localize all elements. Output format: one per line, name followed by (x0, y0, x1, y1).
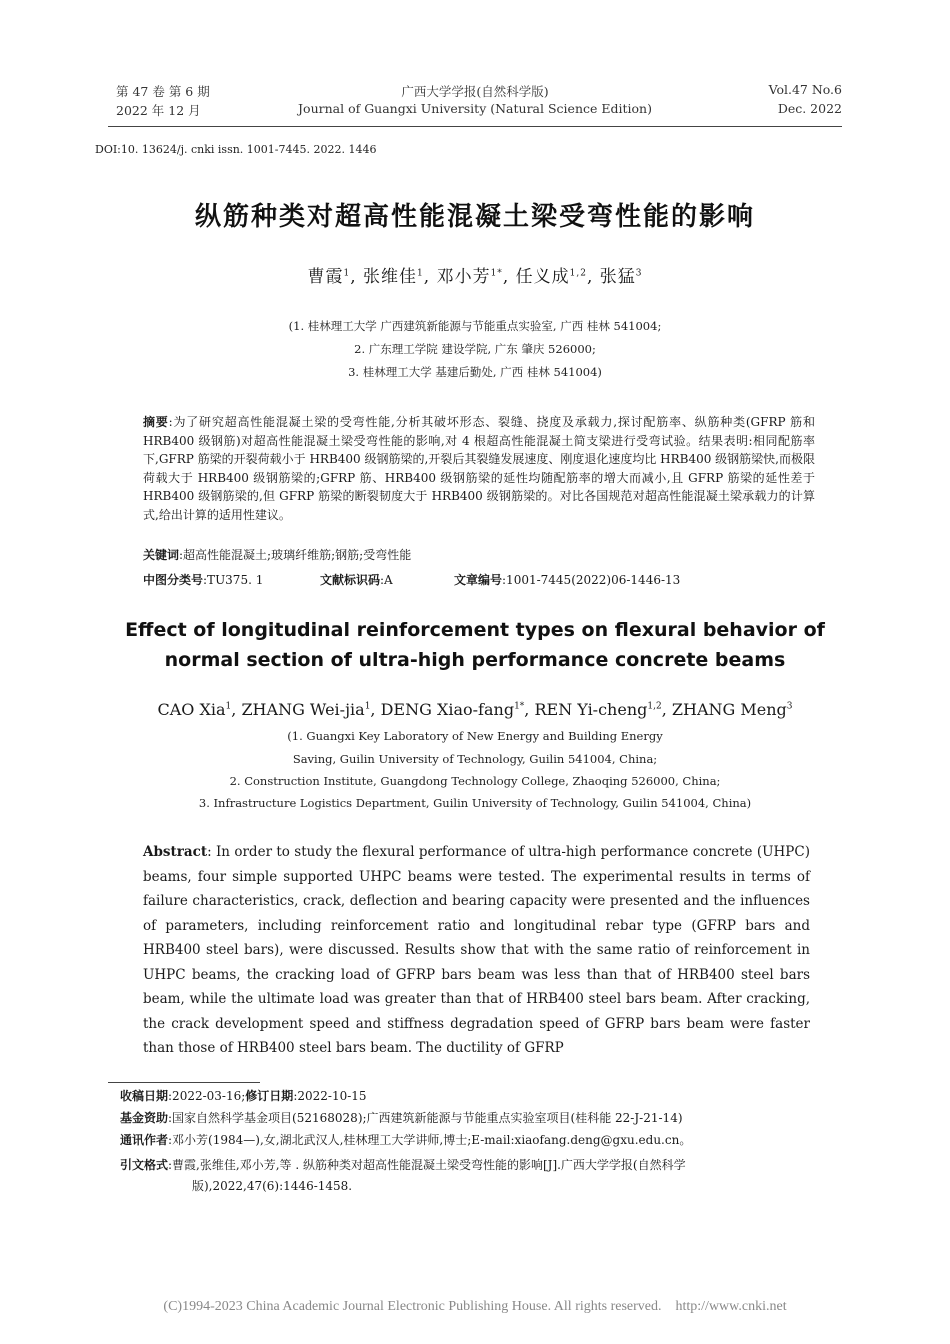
cnki-url[interactable]: http://www.cnki.net (675, 1299, 787, 1314)
revised-date: :2022-10-15 (293, 1089, 367, 1103)
paper-title-en-line: Effect of longitudinal reinforcement types on flexural behavior of (125, 619, 825, 641)
author-sup: 1 (417, 268, 424, 279)
abstract-cn-label: 摘要 (143, 415, 169, 429)
citation-text: :曹霞,张维佳,邓小芳,等 . 纵筋种类对超高性能混凝土梁受弯性能的影响[J].广西大学学报(自然科学 (168, 1158, 686, 1172)
author-sup: 1 (343, 268, 351, 279)
footnote-fund (120, 1108, 850, 1129)
author-sup: 1* (514, 701, 525, 712)
corresponding-text: :邓小芳(1984—),女,湖北武汉人,桂林理工大学讲师,博士;E-mail:xiaofang.deng@gxu.edu.cn。 (168, 1133, 692, 1147)
author-name-en: ZHANG Wei-jia (241, 700, 365, 719)
author-sup: 1,2 (647, 701, 662, 712)
author-name: 曹霞 (307, 267, 344, 287)
copyright-text: (C)1994-2023 China Academic Journal Electronic Publishing House. All rights reserved. (163, 1299, 662, 1314)
author-name-en: DENG Xiao-fang (380, 700, 515, 719)
clc-label: 中图分类号 (143, 573, 204, 587)
abstract-cn-text: :为了研究超高性能混凝土梁的受弯性能,分析其破坏形态、裂缝、挠度及承载力,探讨配筋率、纵筋种类(GFRP 筋和 HRB400 级钢筋)对超高性能混凝土梁受弯性能的影响,对 4 根超高性能混凝土简支梁进行受弯试验。结果表明:相同配筋率下,GFRP 筋梁的开裂荷载小于 HRB400 级钢筋梁的,开裂后其裂缝发展速度、刚度退化速度均比 HRB400 级钢筋梁快,而极限荷载大于 HRB400 级钢筋梁的;GFRP 筋、HRB400 级钢筋梁的延性均随配筋率的增大而减小,且 GFRP 筋梁的延性差于 HRB400 级钢筋梁的,但 GFRP 筋梁的断裂韧度大于 HRB400 级钢筋梁的。对比各国规范对超高性能混凝土梁承载力的计算式,给出计算的适用性建议。 (143, 415, 815, 522)
footnote-dates (120, 1086, 850, 1107)
abstract-cn (143, 413, 815, 524)
author-sup: 1 (364, 701, 371, 712)
article-number (454, 571, 680, 588)
citation-text-continued: 版),2022,47(6):1446-1458. (192, 1179, 353, 1193)
author-sup: 3 (786, 701, 793, 712)
corresponding-label: 通讯作者 (120, 1133, 169, 1147)
author-list-en: CAO Xia$^1$, ZHANG Wei-jia$^1$, DENG Xiao-fang$^{1*}$, REN Yi-cheng$^{1,2}$, ZHANG Meng$^3$ (157, 700, 793, 719)
paper-title-en (0, 615, 950, 675)
keywords-cn (143, 546, 411, 563)
header-rule (108, 126, 842, 127)
footnote-citation (120, 1155, 850, 1197)
paper-title-en-line: normal section of ultra-high performance concrete beams (164, 649, 786, 671)
author-name: 张猛 (599, 267, 636, 287)
doc-code-value: :A (380, 573, 393, 587)
affiliation-cn: (1. 桂林理工大学 广西建筑新能源与节能重点实验室, 广西 桂林 541004; (288, 319, 662, 333)
doc-code-label: 文献标识码 (320, 573, 381, 587)
clc-value: :TU375. 1 (203, 573, 264, 587)
affiliation-en: (1. Guangxi Key Laboratory of New Energy and Building Energy (287, 729, 663, 743)
revised-label: 修订日期 (245, 1089, 294, 1103)
author-sup: 1,2 (569, 268, 587, 279)
fund-label: 基金资助 (120, 1111, 169, 1125)
journal-name-cn: 广西大学学报(自然科学版) (401, 84, 549, 99)
author-list-cn: 曹霞$^1$, 张维佳$^1$, 邓小芳$^{1*}$, 任义成$^{1,2}$, 张猛$^3$ (307, 267, 643, 287)
affiliation-cn: 3. 桂林理工大学 基建后勤处, 广西 桂林 541004) (348, 365, 602, 379)
keywords-cn-label: 关键词 (143, 548, 180, 562)
journal-name-en: Journal of Guangxi University (Natural Science Edition) (298, 101, 652, 116)
journal-volume-issue: 第 47 卷 第 6 期 (116, 84, 210, 99)
fund-text: :国家自然科学基金项目(52168028);广西建筑新能源与节能重点实验室项目(桂科能 22-J-21-14) (168, 1111, 683, 1125)
copyright-footer (0, 1299, 950, 1315)
journal-volume-en: Vol.47 No.6 (768, 82, 842, 97)
author-name: 张维佳 (363, 267, 418, 287)
author-name-en: ZHANG Meng (671, 700, 787, 719)
citation-label: 引文格式 (120, 1158, 169, 1172)
article-number-label: 文章编号 (454, 573, 503, 587)
author-sup: 1 (225, 701, 232, 712)
footnote-rule (108, 1082, 260, 1083)
author-name-en: CAO Xia (157, 700, 226, 719)
affiliation-en: Saving, Guilin University of Technology, Guilin 541004, China; (292, 752, 658, 766)
affiliation-en: 2. Construction Institute, Guangdong Technology College, Zhaoqing 526000, China; (229, 774, 721, 788)
clc-number (143, 571, 263, 588)
author-name-en: REN Yi-cheng (534, 700, 648, 719)
received-label: 收稿日期 (120, 1089, 169, 1103)
affiliation-cn: 2. 广东理工学院 建设学院, 广东 肇庆 526000; (354, 342, 596, 356)
article-number-value: :1001-7445(2022)06-1446-13 (502, 573, 681, 587)
author-name: 任义成 (515, 267, 570, 287)
received-date: :2022-03-16; (168, 1089, 246, 1103)
document-code (320, 571, 393, 588)
abstract-en (143, 840, 810, 1061)
doi: DOI:10. 13624/j. cnki issn. 1001-7445. 2022. 1446 (95, 143, 377, 156)
footnote-corresponding (120, 1130, 850, 1151)
affiliation-en: 3. Infrastructure Logistics Department, Guilin University of Technology, Guilin 541004, China) (198, 796, 752, 810)
journal-date-en: Dec. 2022 (777, 101, 842, 116)
abstract-en-text: : In order to study the flexural performance of ultra-high performance concrete (UHPC) beams, four simple supported UHPC beams were tested. The experimental results in terms of failure characteristics, crack, deflection and bearing capacity were presented and the influences of parameters, including reinforcement ratio and longitudinal rebar type (GFRP bars and HRB400 steel bars), were discussed. Results show that with the same ratio of reinforcement in UHPC beams, the cracking load of GFRP bars beam was less than that of HRB400 steel bars beam, while the ultimate load was greater than that of HRB400 steel bars beam. After cracking, the crack development speed and stiffness degradation speed of GFRP bars beam were faster than those of HRB400 steel bars beam. The ductility of GFRP (143, 844, 810, 1056)
paper-title-cn: 纵筋种类对超高性能混凝土梁受弯性能的影响 (194, 202, 755, 232)
author-sup: 3 (635, 268, 643, 279)
journal-date: 2022 年 12 月 (116, 103, 201, 118)
author-name: 邓小芳 (436, 267, 491, 287)
keywords-cn-text: :超高性能混凝土;玻璃纤维筋;钢筋;受弯性能 (179, 548, 412, 562)
abstract-en-label: Abstract (143, 844, 208, 860)
author-sup: 1* (490, 268, 503, 279)
